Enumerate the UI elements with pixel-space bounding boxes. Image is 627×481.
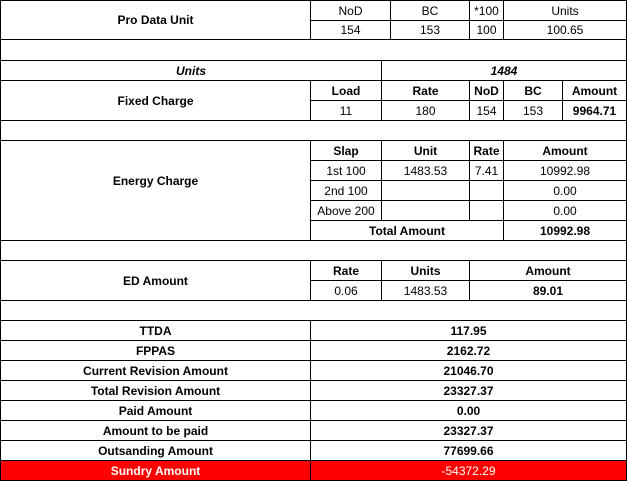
grid-line: [0, 260, 627, 261]
energy-charge-label: Energy Charge: [112, 173, 199, 188]
energy-row-2-rate: [470, 181, 503, 200]
energy-total-value: 10992.98: [539, 223, 591, 238]
fixed-charge-label: Fixed Charge: [117, 93, 194, 108]
energy-row-3-slap: Above 200: [317, 203, 375, 218]
grid-line: [0, 440, 627, 441]
grid-line: [0, 0, 627, 1]
pro-data-header-units: Units: [551, 3, 579, 18]
grid-line: [390, 0, 391, 40]
energy-row-2-unit: [382, 181, 469, 200]
pro-data-value-bc: 153: [419, 23, 441, 37]
summary-ttda-label: TTDA: [139, 323, 172, 338]
summary-paid-amount-value: 0.00: [456, 403, 481, 418]
grid-line: [310, 260, 311, 301]
energy-row-1-unit: 1483.53: [403, 163, 448, 178]
grid-line: [0, 120, 627, 121]
grid-line: [381, 260, 382, 301]
energy-row-3-amount: 0.00: [553, 203, 577, 218]
pro-data-value-x100: 100: [476, 23, 497, 37]
grid-line: [503, 0, 504, 40]
energy-row-2-amount: 0.00: [553, 183, 577, 198]
grid-line: [310, 80, 311, 121]
energy-row-1-amount: 10992.98: [539, 163, 591, 178]
grid-line: [0, 360, 627, 361]
fixed-header-load: Load: [331, 83, 361, 98]
fixed-header-amount: Amount: [571, 83, 618, 98]
summary-outstanding-value: 77699.66: [443, 443, 494, 458]
grid-line: [310, 0, 311, 40]
grid-line: [0, 39, 627, 40]
grid-line: [310, 140, 311, 241]
summary-total-revision-value: 23327.37: [443, 383, 494, 398]
fixed-value-rate: 180: [415, 103, 436, 118]
fixed-value-amount: 9964.71: [572, 103, 617, 118]
summary-total-revision-label: Total Revision Amount: [90, 383, 221, 398]
energy-row-3-unit: [382, 201, 469, 220]
grid-line: [0, 400, 627, 401]
ed-header-amount: Amount: [525, 263, 571, 278]
summary-paid-amount-label: Paid Amount: [118, 403, 193, 418]
pro-data-value-units: 100.65: [546, 23, 584, 37]
summary-amount-to-be-paid-label: Amount to be paid: [102, 423, 209, 438]
pro-data-header-nod: NoD: [338, 3, 363, 18]
grid-line: [0, 80, 627, 81]
fixed-value-load: 11: [339, 103, 353, 118]
energy-header-unit: Unit: [413, 143, 438, 158]
sundry-amount-value: -54372.29: [441, 464, 496, 478]
pro-data-unit-label: Pro Data Unit: [117, 13, 194, 27]
grid-line: [469, 140, 470, 221]
summary-fppas-label: FPPAS: [135, 343, 176, 358]
grid-line: [381, 140, 382, 221]
grid-line: [562, 80, 563, 121]
energy-header-amount: Amount: [542, 143, 588, 158]
grid-line: [469, 260, 470, 301]
grid-line: [503, 80, 504, 121]
fixed-value-nod: 154: [476, 103, 497, 118]
summary-amount-to-be-paid-value: 23327.37: [443, 423, 494, 438]
grid-line: [503, 140, 504, 241]
energy-header-rate: Rate: [473, 143, 500, 158]
ed-value-units: 1483.53: [403, 283, 448, 298]
grid-line: [0, 300, 627, 301]
units-total-value: 1484: [490, 63, 518, 78]
fixed-header-rate: Rate: [412, 83, 439, 98]
grid-line: [469, 80, 470, 121]
grid-line: [0, 460, 627, 461]
grid-line: [0, 320, 627, 321]
fixed-header-bc: BC: [524, 83, 542, 98]
grid-line: [469, 0, 470, 40]
summary-ttda-value: 117.95: [450, 323, 487, 338]
pro-data-header-bc: BC: [421, 3, 439, 18]
ed-value-rate: 0.06: [334, 283, 358, 298]
sundry-amount-label: Sundry Amount: [110, 464, 201, 478]
energy-row-3-rate: [470, 201, 503, 220]
ed-header-rate: Rate: [332, 263, 359, 278]
summary-current-revision-value: 21046.70: [443, 363, 494, 378]
grid-line: [0, 240, 627, 241]
ed-amount-label: ED Amount: [123, 273, 188, 288]
grid-line: [0, 340, 627, 341]
grid-line: [0, 380, 627, 381]
grid-line: [0, 60, 627, 61]
grid-line: [381, 60, 382, 121]
grid-line: [0, 140, 627, 141]
summary-outstanding-label: Outsanding Amount: [98, 443, 213, 458]
grid-line: [0, 420, 627, 421]
pro-data-value-nod: 154: [340, 23, 361, 37]
grid-line: [310, 320, 311, 481]
energy-header-slap: Slap: [333, 143, 359, 158]
fixed-header-nod: NoD: [474, 83, 499, 98]
energy-row-1-slap: 1st 100: [326, 163, 366, 178]
ed-value-amount: 89.01: [532, 283, 564, 298]
summary-current-revision-label: Current Revision Amount: [83, 363, 228, 378]
summary-fppas-value: 2162.72: [446, 343, 491, 358]
ed-header-units: Units: [410, 263, 441, 278]
energy-total-label: Total Amount: [369, 223, 445, 238]
units-label: Units: [176, 63, 206, 78]
pro-data-header-x100: *100: [474, 3, 499, 18]
energy-row-2-slap: 2nd 100: [324, 183, 368, 198]
sundry-row: [1, 461, 626, 481]
fixed-value-bc: 153: [522, 103, 544, 118]
energy-row-1-rate: 7.41: [474, 163, 499, 178]
